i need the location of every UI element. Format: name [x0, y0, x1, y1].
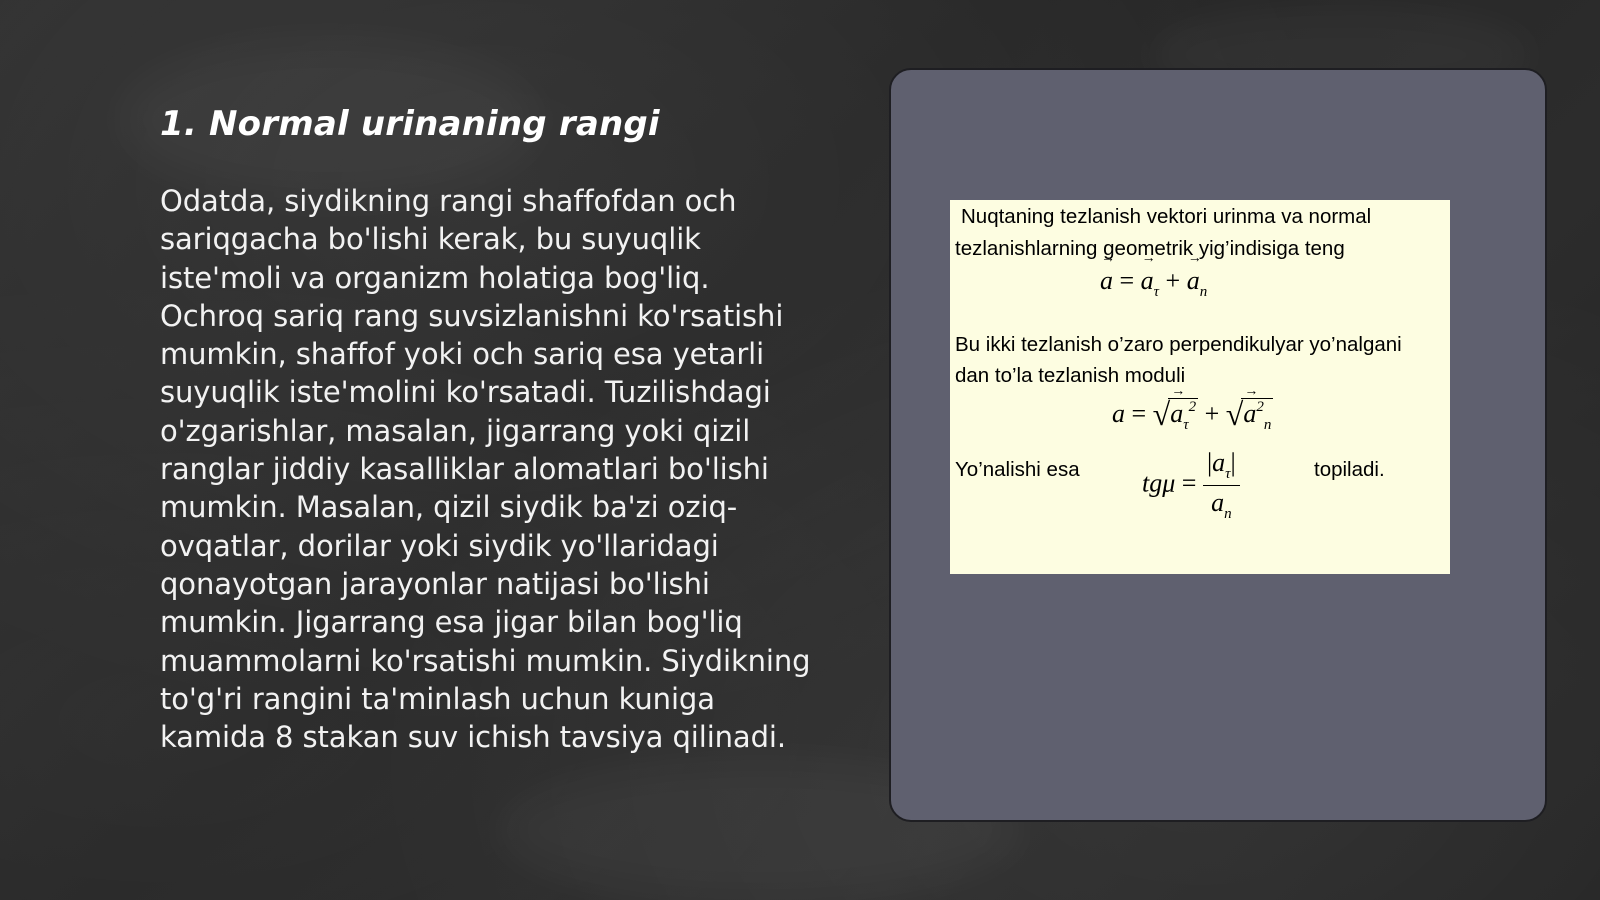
- formula-operator: +: [1204, 399, 1220, 428]
- note-line-2: tezlanishlarning geometrik yig’indisiga teng: [955, 237, 1345, 260]
- formula-image: [950, 200, 1450, 574]
- formula-term: a: [1211, 488, 1225, 517]
- body-paragraph: [160, 182, 850, 756]
- formula-term: → a: [1243, 399, 1256, 429]
- formula-superscript: 2: [1188, 399, 1197, 415]
- formula-operator: +: [1165, 266, 1181, 295]
- formula-direction: [1142, 448, 1240, 523]
- note-line-4: dan to’la tezlanish moduli: [955, 364, 1186, 387]
- formula-subscript: n: [1263, 417, 1272, 433]
- formula-term: a: [1112, 399, 1125, 428]
- formula-operator: =: [1119, 266, 1135, 295]
- formula-subscript: τ: [1153, 284, 1160, 300]
- note-line-5-right: topiladi.: [1314, 458, 1385, 481]
- formula-term: → a: [1141, 266, 1154, 296]
- formula-subscript: τ: [1225, 466, 1231, 482]
- formula-term: → a: [1187, 266, 1200, 296]
- slide-title: 1. Normal urinaning rangi: [160, 104, 660, 144]
- note-line-5-left: Yo’nalishi esa: [955, 458, 1080, 481]
- body-line: kamida 8 stakan suv ichish tavsiya qilinadi.: [160, 720, 786, 755]
- formula-superscript: 2: [1256, 399, 1264, 415]
- body-line: iste'moli va organizm holatiga bog'liq.: [160, 260, 710, 295]
- note-line-3: Bu ikki tezlanish o’zaro perpendikulyar yo’nalgani: [955, 333, 1402, 356]
- formula-modulus: [1112, 396, 1273, 434]
- note-line-1: Nuqtaning tezlanish vektori urinma va normal: [961, 205, 1372, 228]
- body-line: mumkin, shaffof yoki och sariq esa yetarli: [160, 337, 765, 372]
- body-line: muammolarni ko'rsatishi mumkin. Siydikning: [160, 643, 811, 678]
- formula-operator: =: [1131, 399, 1147, 428]
- body-line: qonayotgan jarayonlar natijasi bo'lishi: [160, 566, 710, 601]
- sqrt-symbol: √→ $a^2_n$: [1226, 396, 1274, 434]
- formula-subscript: n: [1199, 284, 1208, 300]
- formula-operator: =: [1181, 468, 1197, 498]
- body-line: ranglar jiddiy kasalliklar alomatlari bo'lishi: [160, 452, 769, 487]
- body-line: o'zgarishlar, masalan, jigarrang yoki qizil: [160, 413, 751, 448]
- formula-subscript: n: [1224, 506, 1232, 522]
- body-line: sariqgacha bo'lishi kerak, bu suyuqlik: [160, 222, 701, 257]
- formula-vector-sum: [1100, 266, 1207, 301]
- body-line: mumkin. Jigarrang esa jigar bilan bog'liq: [160, 605, 743, 640]
- body-line: mumkin. Masalan, qizil siydik ba'zi oziq-: [160, 490, 738, 525]
- formula-term: → a: [1100, 266, 1113, 296]
- body-line: ovqatlar, dorilar yoki siydik yo'llaridagi: [160, 528, 719, 563]
- body-line: suyuqlik iste'molini ko'rsatadi. Tuzilishdagi: [160, 375, 771, 410]
- body-line: Ochroq sariq rang suvsizlanishni ko'rsatishi: [160, 298, 784, 333]
- formula-fraction: $\frac{|a_\tau|}{a_n}$: [1203, 448, 1240, 523]
- body-line: to'g'ri rangini ta'minlash uchun kuniga: [160, 681, 715, 716]
- formula-term: → a: [1170, 399, 1183, 429]
- formula-term: a: [1212, 448, 1226, 477]
- body-line: Odatda, siydikning rangi shaffofdan och: [160, 184, 737, 218]
- sqrt-symbol: √→ $a_\tau^2$: [1153, 396, 1198, 434]
- formula-term: tgμ: [1142, 468, 1176, 498]
- formula-subscript: τ: [1183, 417, 1189, 433]
